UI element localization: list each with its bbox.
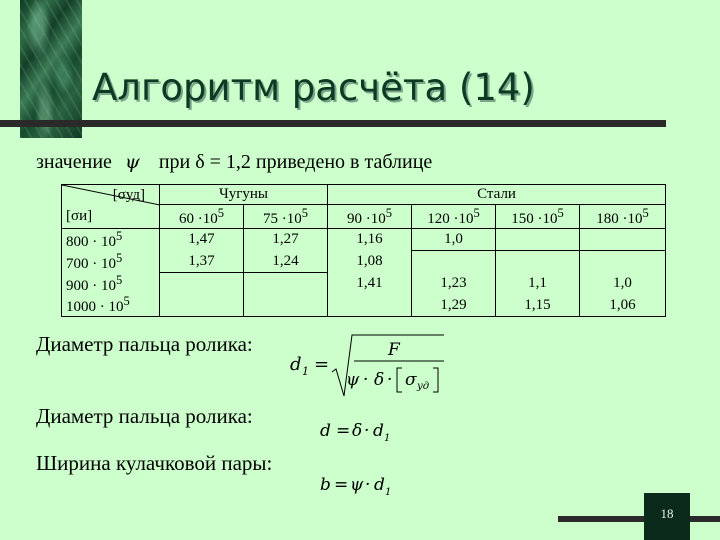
table-corner-cell: [62, 185, 160, 229]
formula-d1-dot1: ·: [363, 370, 369, 390]
table-cell: [160, 273, 244, 295]
formula-d1-lhs-sub: 1: [302, 365, 309, 378]
table-row: [62, 229, 666, 251]
formula-d-dot: ·: [364, 421, 370, 441]
title-divider: [0, 120, 666, 127]
table-cell: 1,1: [496, 273, 580, 295]
table-cell: 1,23: [412, 273, 496, 295]
corner-top-label: [σуд]: [112, 187, 145, 203]
formula-d-sub: 1: [384, 433, 391, 444]
table-cell: [244, 273, 328, 295]
table-cell: 1,47: [160, 229, 244, 251]
table-row: [62, 295, 666, 317]
row-header: $1000 \cdot 10^5$: [62, 295, 160, 317]
marble-texture-block: [20, 0, 82, 138]
table-cell: [244, 295, 328, 317]
formula-d-rhs: d: [373, 421, 384, 441]
intro-line: [36, 151, 432, 174]
table-cell: 1,0: [580, 273, 666, 295]
table-cell: 1,0: [412, 229, 496, 251]
formula-d: [318, 416, 408, 446]
table-cell: [580, 251, 666, 273]
table-cell: [328, 295, 412, 317]
table-cell: [580, 229, 666, 251]
col-header: $90 \cdot 10^5$: [328, 205, 412, 229]
table-cell: 1,15: [496, 295, 580, 317]
formula-d1-delta: δ: [374, 370, 385, 390]
table-cell: [496, 251, 580, 273]
table-cell: [496, 229, 580, 251]
row-header: $700 \cdot 10^5$: [62, 251, 160, 273]
slide-number: 18: [644, 493, 690, 540]
formula-d1-psi: ψ: [346, 370, 360, 390]
formula-d1-dot2: ·: [387, 370, 393, 390]
label-d: Диаметр пальца ролика:: [36, 404, 253, 428]
formula-d-eq: =: [336, 421, 351, 441]
formula-b-lhs: b: [320, 475, 331, 495]
table-cell: 1,08: [328, 251, 412, 273]
col-header: $120 \cdot 10^5$: [412, 205, 496, 229]
formula-d1: [286, 328, 456, 398]
group-header-cast-iron: Чугуны: [160, 185, 328, 205]
psi-symbol: ψ: [124, 151, 140, 173]
row-header: $900 \cdot 10^5$: [62, 273, 160, 295]
table-cell: 1,41: [328, 273, 412, 295]
corner-left-label: [σи]: [66, 208, 93, 224]
col-header: $150 \cdot 10^5$: [496, 205, 580, 229]
formula-d1-sigma: σ: [405, 370, 417, 390]
table-cell: 1,16: [328, 229, 412, 251]
formula-b-eq: =: [334, 475, 349, 495]
col-header: $180 \cdot 10^5$: [580, 205, 666, 229]
formula-d1-lhs: d: [290, 354, 302, 375]
table-row: [62, 251, 666, 273]
group-header-steel: Стали: [328, 185, 666, 205]
table-cell: 1,27: [244, 229, 328, 251]
formula-d1-eq: =: [314, 354, 330, 375]
psi-table: [61, 184, 666, 317]
label-d1: Диаметр пальца ролика:: [36, 332, 253, 356]
col-header: $60 \cdot 10^5$: [160, 205, 244, 229]
formula-b-dot: ·: [365, 475, 371, 495]
table-cell: 1,06: [580, 295, 666, 317]
row-header: $800 \cdot 10^5$: [62, 229, 160, 251]
footer-divider: [558, 516, 720, 522]
formula-b-sub: 1: [385, 487, 392, 498]
col-header: $75 \cdot 10^5$: [244, 205, 328, 229]
formula-b-psi: ψ: [350, 475, 364, 495]
intro-text-before: значение: [36, 151, 112, 173]
formula-b: [318, 470, 408, 500]
slide-title: Алгоритм расчёта (14): [92, 66, 535, 109]
formula-d-lhs: d: [320, 421, 331, 441]
table-cell: [412, 251, 496, 273]
formula-d1-sigma-sub: уд: [417, 381, 430, 392]
table-cell: 1,29: [412, 295, 496, 317]
table-cell: 1,24: [244, 251, 328, 273]
formula-b-rhs: d: [374, 475, 385, 495]
table-row: [62, 273, 666, 295]
intro-text-after: при δ = 1,2 приведено в таблице: [158, 151, 433, 173]
label-b: Ширина кулачковой пары:: [36, 451, 273, 475]
formula-d-delta: δ: [352, 421, 363, 441]
table-cell: [160, 295, 244, 317]
formula-d1-numerator: F: [388, 340, 400, 360]
table-cell: 1,37: [160, 251, 244, 273]
